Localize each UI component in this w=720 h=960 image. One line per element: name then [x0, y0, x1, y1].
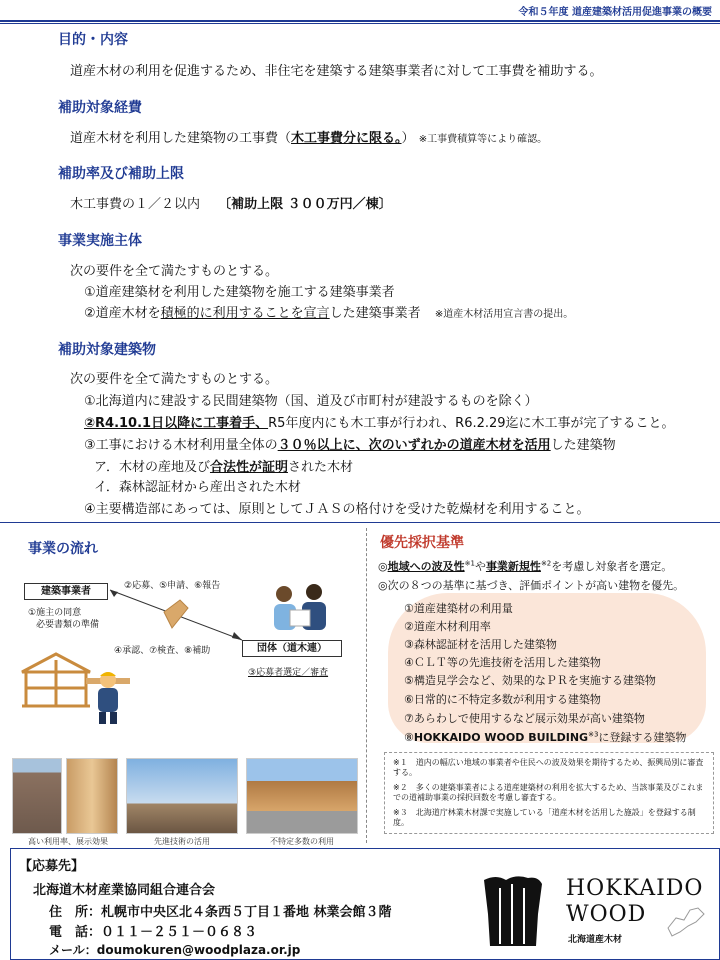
priority-item: ⑦あらわしで使用するなど展示効果が高い建築物: [404, 712, 645, 725]
rate-text: [70, 193, 392, 212]
section-costs: [40, 96, 170, 120]
priority-line-1: [378, 558, 672, 574]
section-title: 補助対象経費: [40, 96, 170, 120]
buildings-sub-i: イ．森林認証材から産出された木材: [94, 480, 301, 495]
flow-section: [10, 537, 126, 561]
photo-tall-building: [12, 758, 62, 834]
builder-box: 建築事業者: [24, 583, 108, 600]
contact-phone: 電 話：０１１－２５１－０６８３: [49, 925, 258, 940]
caption-2: 先進技術の活用: [154, 837, 210, 846]
caption-3: 不特定多数の利用: [270, 837, 334, 846]
header-title: 令和５年度 道産建築材活用促進事業の概要: [518, 7, 712, 18]
priority-title: 優先採択基準: [380, 532, 464, 552]
contact-email[interactable]: メール：doumokuren@woodplaza.or.jp: [49, 943, 301, 957]
entity-item-2-underlined: 積極的に利用することを宣言: [160, 306, 330, 321]
priority-item-8-c: に登録する建築物: [598, 731, 687, 744]
builder-note-2: 必要書類の準備: [36, 620, 100, 630]
group-box: 団体（道木連）: [242, 640, 342, 657]
entity-item-1: ①道産建築材を利用した建築物を施工する建築事業者: [84, 285, 395, 300]
priority-line-1-b: を考慮し対象者を選定。: [551, 560, 673, 573]
priority-item: ⑥日常的に不特定多数が利用する建築物: [404, 693, 601, 706]
section-title: 目的・内容: [40, 28, 156, 52]
rate-limit: 〔補助上限 ３００万円／棟〕: [218, 197, 392, 212]
hokkaido-map-icon: [658, 900, 708, 940]
photo-construction: [126, 758, 238, 834]
priority-line-2: ◎次の８つの基準に基づき、評価ポイントが高い建物を優先。: [378, 579, 685, 592]
buildings-item-3: [84, 434, 616, 453]
costs-text: [70, 127, 547, 146]
costs-text-underlined: 木工事費分に限る。: [291, 131, 402, 146]
staff-people-icon: [268, 580, 338, 636]
section-divider: [0, 522, 720, 523]
section-title: 事業実施主体: [40, 229, 170, 253]
priority-item-8-s: ※3: [588, 730, 599, 739]
tree-logo-icon: [476, 874, 550, 948]
buildings-sub-a-2: された木材: [287, 460, 353, 475]
priority-item-8-b: HOKKAIDO WOOD BUILDING: [413, 731, 589, 744]
priority-item: ④ＣＬＴ等の先進技術を活用した建築物: [404, 656, 601, 669]
costs-text-a: 道産木材を利用した建築物の工事費（: [70, 131, 292, 146]
priority-line-1-u2: 事業新規性: [485, 560, 541, 573]
costs-note: ※工事費積算等により確認。: [418, 134, 548, 145]
priority-line-1-bullet: ◎: [378, 560, 388, 573]
logo-sub: 北海道産木材: [568, 935, 623, 945]
wooden-frame-icon: [16, 650, 96, 710]
note-3: ※３ 北海道庁林業木材課で実施している「道産木材を活用した施設」を登録する制度。: [393, 807, 696, 827]
priority-item: ①道産建築材の利用量: [404, 602, 513, 615]
builder-note-1: ①施主の同意: [28, 608, 82, 618]
section-title: 補助対象建築物: [40, 338, 184, 362]
entity-item-2-note: ※道産木材活用宣言書の提出。: [434, 309, 574, 320]
buildings-item-1: ①北海道内に建設する民間建築物（国、道及び市町村が建設するものを除く）: [84, 394, 538, 409]
section-buildings: [40, 338, 184, 362]
priority-line-1-s1: ※1: [464, 559, 475, 568]
photo-wood-interior: [66, 758, 118, 834]
priority-item: ⑤構造見学会など、効果的なＰＲを実施する建築物: [404, 674, 656, 687]
entity-intro: 次の要件を全て満たすものとする。: [70, 264, 279, 279]
buildings-item-3-underlined: ３０％以上に、次のいずれかの道産木材を活用: [277, 438, 551, 453]
costs-text-b: ）: [401, 131, 415, 146]
priority-line-1-s2: ※2: [540, 559, 552, 568]
entity-item-2-a: ②道産木材を: [84, 306, 161, 321]
buildings-item-2: [84, 412, 675, 431]
buildings-item-3-a: ③工事における木材利用量全体の: [84, 438, 278, 453]
priority-item-8-a: ⑧: [404, 731, 414, 744]
buildings-item-2-b: R5年度内にも木工事が行われ、R6.2.29迄に木工事が完了すること。: [268, 416, 675, 431]
section-entity: [40, 229, 170, 253]
buildings-intro: 次の要件を全て満たすものとする。: [70, 372, 279, 387]
buildings-item-2-underlined: ②R4.10.1日以降に工事着手、: [84, 416, 269, 431]
header-bar: [0, 0, 720, 24]
contact-org: 北海道木材産業協同組合連合会: [33, 883, 216, 898]
buildings-item-4: ④主要構造部にあっては、原則としてＪＡＳの格付けを受けた乾燥材を利用すること。: [84, 502, 590, 517]
note-2: ※２ 多くの建築事業者による道産建築材の利用を拡大するため、当該事業及びこれまでの道補助事業の採択回数を考慮し審査する。: [393, 782, 704, 803]
worker-icon: [86, 668, 130, 726]
priority-item: ②道産木材利用率: [404, 620, 491, 633]
buildings-sub-a-1: ア．木材の産地及び: [94, 460, 210, 475]
priority-line-1-u1: 地域への波及性: [387, 560, 465, 573]
priority-notes: [384, 752, 714, 834]
timber-icon: [160, 598, 190, 632]
section-title: 補助率及び補助上限: [40, 162, 212, 186]
entity-item-2: [84, 302, 573, 321]
section-purpose: [40, 28, 156, 52]
arrow-top-label: ②応募、⑤申請、⑥報告: [124, 581, 221, 591]
logo-line-2: WOOD: [566, 902, 647, 927]
caption-1: 高い利用率、展示効果: [28, 837, 108, 846]
note-1: ※１ 道内の幅広い地域の事業者や住民への波及効果を期待するため、振興局別に審査する。: [393, 758, 704, 778]
section-rate: [40, 162, 212, 186]
group-note: ③応募者選定／審査: [248, 668, 329, 678]
contact-address: 住 所：札幌市中央区北４条西５丁目１番地 林業会館３階: [49, 905, 392, 920]
buildings-item-3-b: した建築物: [550, 438, 616, 453]
column-divider: [366, 528, 367, 843]
rate-value: 木工事費の１／２以内: [70, 197, 201, 212]
priority-item-8: [404, 729, 686, 745]
buildings-sub-a-underlined: 合法性が証明: [209, 460, 288, 475]
entity-item-2-b: した建築事業者: [329, 306, 421, 321]
photo-wooden-store: [246, 758, 358, 834]
priority-line-1-m: や: [474, 560, 486, 573]
priority-item: ③森林認証材を活用した建築物: [404, 638, 557, 651]
flow-title: 事業の流れ: [10, 537, 126, 561]
purpose-text: 道産木材の利用を促進するため、非住宅を建築する建築事業者に対して工事費を補助する。: [70, 64, 603, 79]
logo-line-1: HOKKAIDO: [566, 876, 704, 901]
buildings-sub-a: [94, 456, 353, 475]
arrow-bottom-label: ④承認、⑦検査、⑧補助: [114, 646, 211, 656]
contact-title: 【応募先】: [19, 859, 85, 874]
